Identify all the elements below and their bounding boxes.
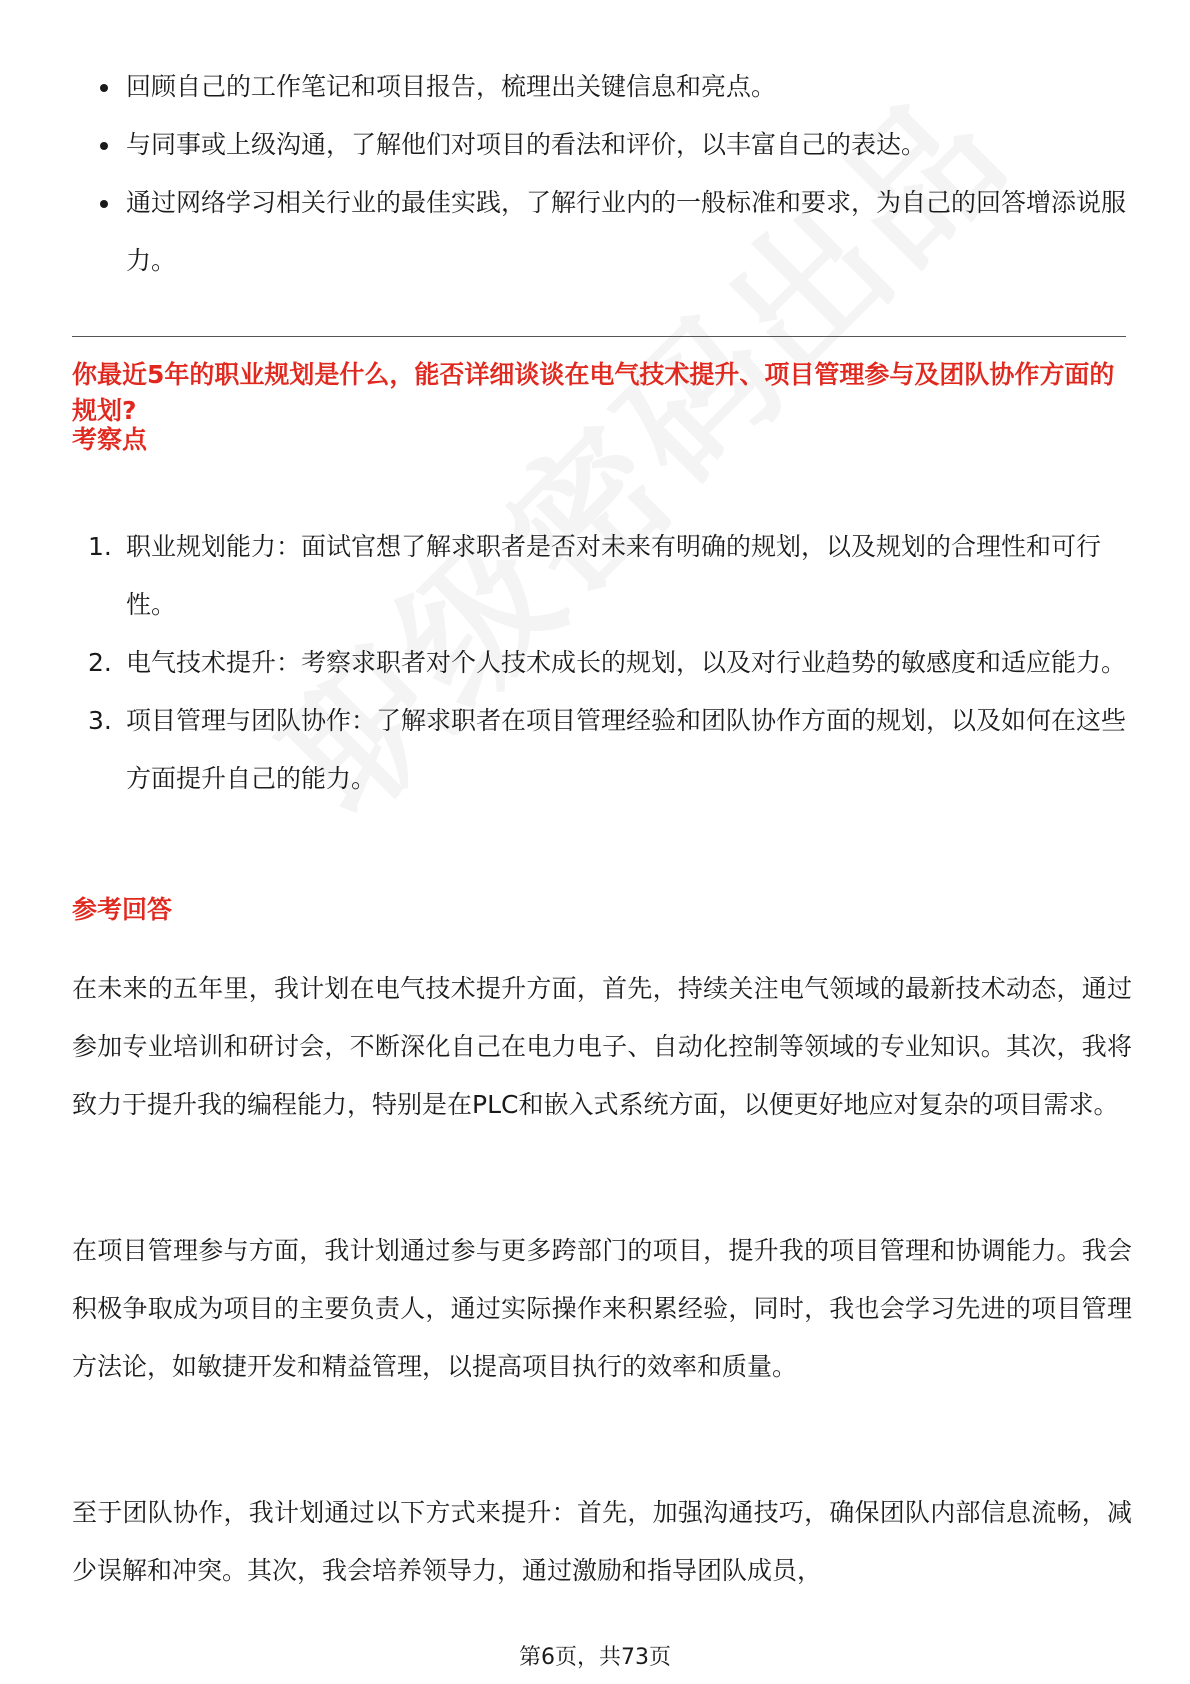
point-number: 1.	[88, 532, 112, 561]
answer-paragraph: 在项目管理参与方面，我计划通过参与更多跨部门的项目，提升我的项目管理和协调能力。我会积极争取成为项目的主要负责人，通过实际操作来积累经验，同时，我也会学习先进的项目管理方法论，如敏捷开发和精益管理，以提高项目执行的效率和质量。	[72, 1236, 1132, 1381]
section-divider	[72, 336, 1126, 337]
bullet-item: 与同事或上级沟通，了解他们对项目的看法和评价，以丰富自己的表达。	[72, 116, 1132, 174]
point-text: 项目管理与团队协作：了解求职者在项目管理经验和团队协作方面的规划，以及如何在这些方面提升自己的能力。	[126, 706, 1127, 793]
page-footer: 第6页，共73页	[519, 1645, 671, 1670]
point-text: 电气技术提升：考察求职者对个人技术成长的规划，以及对行业趋势的敏感度和适应能力。	[126, 648, 1127, 677]
answer-heading: 参考回答	[72, 895, 173, 924]
point-number: 2.	[88, 648, 112, 677]
assessment-heading: 考察点	[72, 425, 148, 454]
bullet-item: 通过网络学习相关行业的最佳实践，了解行业内的一般标准和要求，为自己的回答增添说服力。	[72, 174, 1132, 290]
point-number: 3.	[88, 706, 112, 735]
answer-paragraph: 在未来的五年里，我计划在电气技术提升方面，首先，持续关注电气领域的最新技术动态，通过参加专业培训和研讨会，不断深化自己在电力电子、自动化控制等领域的专业知识。其次，我将致力于提升我的编程能力，特别是在PLC和嵌入式系统方面，以便更好地应对复杂的项目需求。	[72, 974, 1132, 1119]
answer-paragraph: 至于团队协作，我计划通过以下方式来提升：首先，加强沟通技巧，确保团队内部信息流畅，减少误解和冲突。其次，我会培养领导力，通过激励和指导团队成员，	[72, 1498, 1132, 1585]
assessment-point	[72, 692, 1132, 808]
top-bullet-list	[72, 58, 1132, 290]
assessment-points-list	[72, 518, 1132, 808]
assessment-point	[72, 518, 1132, 634]
assessment-point	[72, 634, 1132, 692]
point-text: 职业规划能力：面试官想了解求职者是否对未来有明确的规划，以及规划的合理性和可行性。	[126, 532, 1102, 619]
bullet-item: 回顾自己的工作笔记和项目报告，梳理出关键信息和亮点。	[72, 58, 1132, 116]
question-title: 你最近5年的职业规划是什么，能否详细谈谈在电气技术提升、项目管理参与及团队协作方面的规划?	[72, 360, 1115, 425]
